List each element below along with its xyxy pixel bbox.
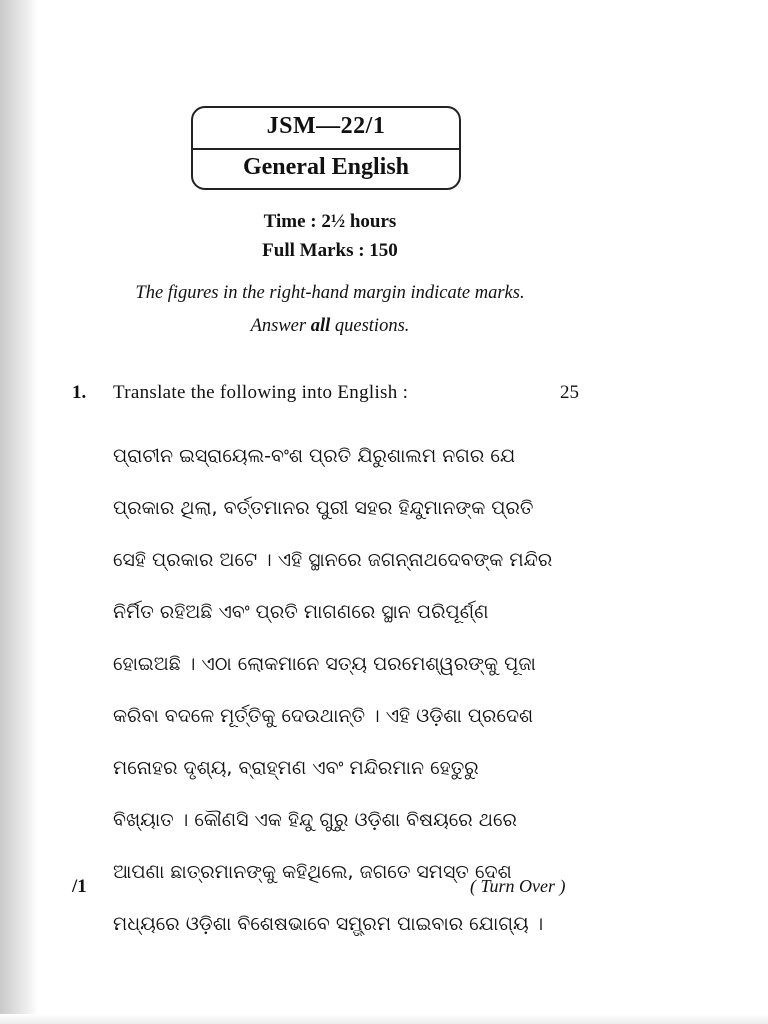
passage-line: ମଧ୍ୟରେ ଓଡ଼ିଶା ବିଶେଷଭାବେ ସମ୍ଭ୍ରମ ପାଇବାର ଯୋଗ୍ୟ । [113,913,544,935]
answer-instruction [50,316,610,337]
passage-line: ମନୋହର ଦୃଶ୍ୟ, ବ୍ରାହ୍ମଣ ଏବଂ ମନ୍ଦିରମାନ ହେତୁରୁ [113,757,479,779]
exam-time: Time : 2½ hours [263,211,397,232]
scan-shadow-edge [0,0,38,1024]
subject-title: General English [242,154,410,180]
question-marks: 25 [560,382,579,403]
paper-code: JSM—22/1 [266,113,386,139]
answer-emphasis: all [310,316,331,336]
passage-line: ଆପଣା ଛାତ୍ରମାନଙ୍କୁ କହିଥିଲେ, ଜଗତେ ସମସ୍ତ ଦେଶ [113,861,512,883]
passage-line: ନିର୍ମିତ ରହିଅଛି ଏବଂ ପ୍ରତି ମାଗଣରେ ସ୍ଥାନ ପରିପୂର୍ଣ୍ଣ [113,601,489,623]
full-marks: Full Marks : 150 [262,240,398,261]
answer-prefix: Answer [250,316,307,336]
question-prompt: Translate the following into English : [113,382,409,403]
question-number: 1. [72,382,87,403]
title-divider [193,148,459,150]
passage-line: ସେହି ପ୍ରକାର ଅଟେ । ଏହି ସ୍ଥାନରେ ଜଗନ୍ନାଥଦେବଙ୍କ ମନ୍ଦିର [113,549,553,571]
passage-line: ହୋଇଅଛି । ଏଠା ଲୋକମାନେ ସତ୍ୟ ପରମେଶ୍ୱରଙ୍କୁ ପୂଜା [113,653,536,675]
passage-line: ବିଖ୍ୟାତ । କୌଣସି ଏକ ହିନ୍ଦୁ ଗୁରୁ ଓଡ଼ିଶା ବିଷୟରେ ଥରେ [113,809,517,831]
scan-shadow-bottom [0,1014,768,1024]
title-box [191,106,461,190]
turn-over-note: ( Turn Over ) [470,876,566,896]
answer-suffix: questions. [334,316,410,336]
passage-line: ପ୍ରାଚୀନ ଇସ୍ରାୟେଲ-ବଂଶ ପ୍ରତି ଯିରୁଶାଲମ ନଗର ଯେ [113,445,516,467]
page-marker: /1 [72,876,87,897]
margin-instruction: The figures in the right-hand margin indicate marks. [135,283,525,303]
passage-line: କରିବା ବଦଳେ ମୂର୍ତ୍ତିକୁ ଦେଉଥାନ୍ତି । ଏହି ଓଡ଼ିଶା ପ୍ରଦେଶ [113,705,534,727]
passage-line: ପ୍ରକାର ଥିଲା, ବର୍ତ୍ତମାନର ପୁରୀ ସହର ହିନ୍ଦୁମାନଙ୍କ ପ୍ରତି [113,497,534,519]
